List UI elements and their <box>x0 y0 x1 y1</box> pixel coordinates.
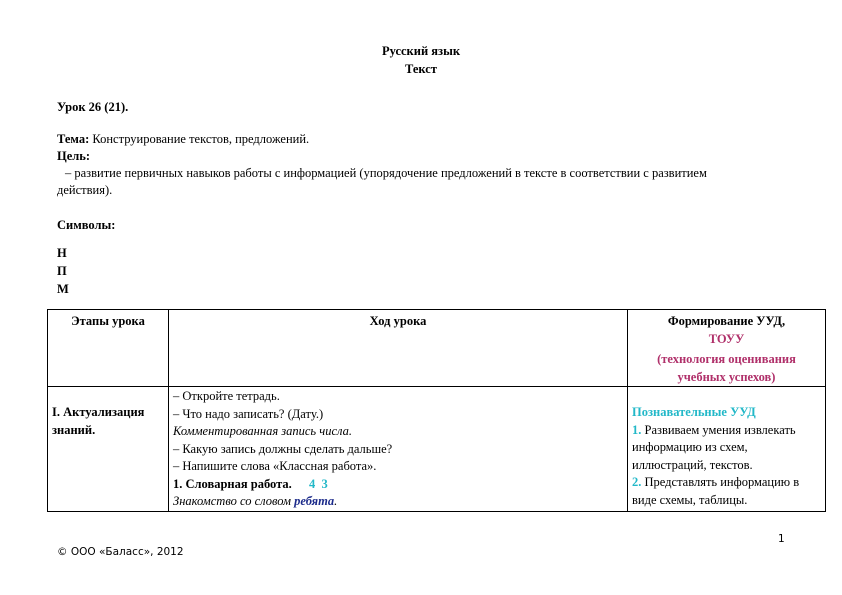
lesson-number: Урок 26 (21). <box>57 100 129 114</box>
symbols-label: Символы: <box>57 218 116 232</box>
acquaintance-word: ребята <box>294 494 335 508</box>
vocab-line <box>173 476 623 494</box>
uud-1-line-3: иллюстраций, текстов. <box>632 457 753 472</box>
theme-value: Конструирование текстов, предложений. <box>89 132 310 146</box>
process-line-2: – Что надо записать? (Дату.) <box>173 406 324 421</box>
acquaintance-text: Знакомство со словом <box>173 494 295 508</box>
header-stages <box>48 310 169 387</box>
uud-2-line-2: виде схемы, таблицы. <box>632 492 748 507</box>
stage-cell <box>48 387 169 512</box>
symbol-p: П <box>57 264 67 278</box>
process-line-4: – Какую запись должны сделать дальше? <box>173 441 393 456</box>
theme-label: Тема: <box>57 132 90 146</box>
uud-2-num: 2. <box>632 475 642 489</box>
vocab-title: 1. Словарная работа. <box>173 476 292 491</box>
theme-line <box>57 131 309 147</box>
header-stages-label: Этапы урока <box>71 314 145 328</box>
table-row <box>48 387 826 512</box>
process-cell <box>169 387 628 512</box>
uud-1-num: 1. <box>632 422 642 437</box>
goal-label: Цель: <box>57 149 91 163</box>
uud-2-line-1 <box>632 474 821 492</box>
process-line-3: Комментированная запись числа. <box>173 424 352 438</box>
uud-cell <box>628 387 826 512</box>
uud-1-line-1 <box>632 422 821 440</box>
subject-title: Русский язык <box>381 44 461 58</box>
header-uud-label: Формирование УУД, <box>667 314 786 328</box>
uud-1-line-2: информацию из схем, <box>632 440 748 454</box>
header-tech-line-1: (технология оценивания <box>657 352 796 366</box>
copyright: © ООО «Баласс», 2012 <box>57 546 184 558</box>
acquaintance-dot: . <box>334 494 338 508</box>
symbol-n: Н <box>57 246 67 260</box>
page-number: 1 <box>778 533 785 545</box>
topic-title: Текст <box>405 62 437 76</box>
uud-2-text: Представлять информацию в <box>641 475 800 489</box>
header-process-label: Ход урока <box>369 314 427 328</box>
lesson-table <box>47 309 826 512</box>
header-uud <box>628 310 826 387</box>
stage-line-2: знаний. <box>52 422 96 437</box>
process-line-1: – Откройте тетрадь. <box>173 389 280 403</box>
uud-1-text: Развиваем умения извлекать <box>641 422 796 437</box>
process-line-5: – Напишите слова «Классная работа». <box>173 459 377 473</box>
header-toyy: ТОУУ <box>708 331 745 346</box>
header-tech-line-2: учебных успехов) <box>677 369 776 384</box>
symbol-m: М <box>57 282 69 296</box>
acquaintance-line <box>173 493 623 511</box>
goal-line-1: – развитие первичных навыков работы с информацией (упорядочение предложений в тексте в соответствии с развитием <box>65 166 707 180</box>
header-process <box>169 310 628 387</box>
goal-line-2: действия). <box>57 183 113 197</box>
table-header-row <box>48 310 826 387</box>
uud-title: Познавательные УУД <box>632 405 756 419</box>
stage-line-1: I. Актуализация <box>52 405 145 419</box>
vocab-marks: 4 3 <box>308 476 328 491</box>
